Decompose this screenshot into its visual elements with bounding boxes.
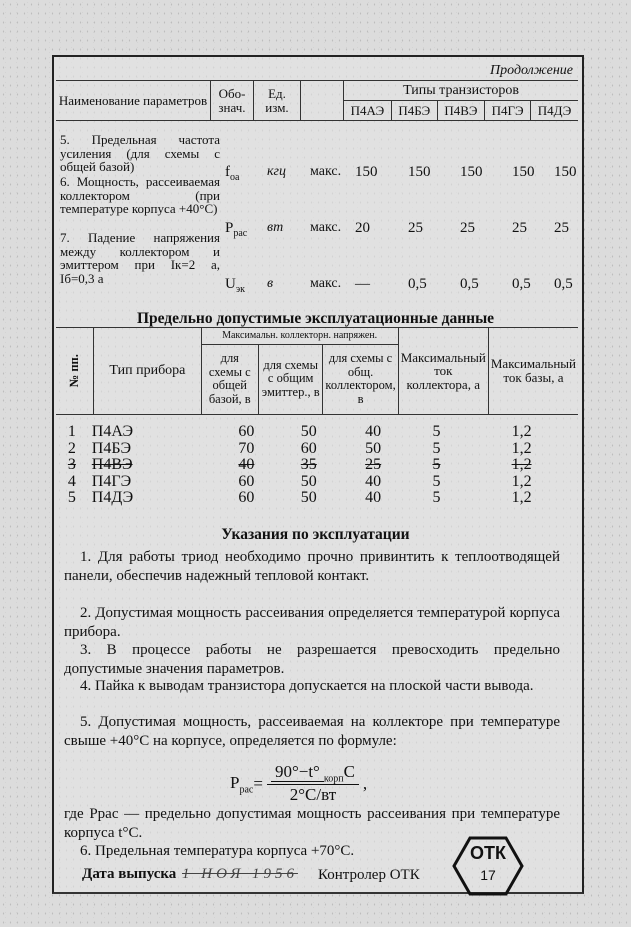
- param-value: 150: [355, 164, 378, 180]
- cell-v-base: 60: [238, 472, 255, 490]
- symbol-main: f: [225, 164, 230, 180]
- param-unit: кгц: [267, 164, 287, 179]
- header-voltage-group: Максимальн. коллекторн. напряжен.: [201, 328, 398, 345]
- limits-table-body: [60, 424, 576, 507]
- cell-v-collector: 40: [365, 472, 382, 490]
- param-limit: макс.: [310, 276, 342, 291]
- cell-ib: 1,2: [511, 456, 532, 473]
- cell-v-base: 70: [238, 439, 255, 457]
- param-name: 6. Мощность, рассеиваемая коллектором (при температуре корпуса +40°С): [60, 174, 220, 216]
- inspector-label: Контролер ОТК: [318, 867, 420, 883]
- release-date-label: Дата выпуска: [82, 866, 177, 882]
- table-row: [60, 490, 576, 507]
- header-symbol: Обо-знач.: [211, 81, 254, 121]
- table-row: [60, 474, 576, 491]
- header-type: П4БЭ: [391, 101, 437, 121]
- instruction-3: 3. В процессе работы не разрешается превосходить предельно допустимые значения параметров.: [64, 642, 560, 677]
- formula-denominator: 2°С/вт: [289, 785, 337, 805]
- param-limit: макс.: [310, 164, 342, 179]
- cell-num: 3: [67, 456, 76, 473]
- continuation-label: Продолжение: [490, 63, 573, 78]
- formula-eq: =: [253, 773, 263, 793]
- param-unit: в: [267, 276, 274, 291]
- header-num: № пп.: [66, 354, 81, 388]
- cell-v-emitter: 50: [300, 472, 317, 490]
- cell-ic: 5: [432, 439, 441, 457]
- cell-num: 2: [67, 439, 76, 457]
- instruction-4: 4. Пайка к выводам транзистора допускается на плоской части вывода.: [80, 678, 534, 694]
- param-value: 0,5: [408, 276, 427, 292]
- cell-v-collector: 50: [365, 439, 382, 457]
- header-type: Тип прибора: [109, 363, 186, 378]
- cell-v-emitter: 50: [300, 423, 317, 440]
- formula-num-sub: корп: [323, 773, 344, 785]
- param-symbol: [225, 276, 245, 295]
- cell-ic: 5: [432, 423, 441, 440]
- limits-title: Предельно допустимые эксплуатационные данные: [136, 310, 495, 327]
- param-value: 0,5: [554, 276, 573, 292]
- cell-type: П4АЭ: [91, 423, 134, 440]
- cell-ib: 1,2: [511, 439, 532, 457]
- header-name: Наименование параметров: [58, 92, 208, 108]
- header-type: П4ДЭ: [531, 101, 578, 121]
- param-value: 150: [460, 164, 483, 180]
- param-symbol: [225, 164, 239, 183]
- header-v-emitter: для схемы с общим эмиттер., в: [258, 344, 322, 414]
- header-ic: Максимальный ток коллектора, а: [398, 328, 488, 415]
- symbol-sub: оа: [230, 172, 240, 183]
- param-name: 5. Предельная частота усиления (для схемы с общей базой): [60, 132, 220, 174]
- table-row: [60, 457, 576, 474]
- header-v-base: для схемы с общей базой, в: [201, 344, 258, 414]
- formula-tail: ,: [362, 773, 368, 793]
- instruction-1: 1. Для работы триод необходимо прочно привинтить к теплоотводящей панели, обеспечив надежный тепловой контакт.: [64, 549, 560, 584]
- param-value: 20: [355, 220, 370, 236]
- cell-ic: 5: [432, 489, 441, 506]
- header-type: П4АЭ: [344, 101, 392, 121]
- param-value: 25: [554, 220, 569, 236]
- symbol-sub: эк: [235, 284, 245, 295]
- cell-v-collector: 40: [365, 423, 382, 440]
- param-value: 25: [408, 220, 423, 236]
- symbol-main: P: [225, 220, 234, 236]
- formula-num-tail: С: [343, 762, 355, 781]
- cell-v-emitter: 35: [300, 456, 317, 473]
- param-value: 150: [554, 164, 577, 180]
- cell-type: П4ВЭ: [91, 456, 133, 473]
- limits-table-header: [56, 327, 578, 415]
- stamp-line1: ОТК: [470, 843, 506, 863]
- cell-v-collector: 40: [365, 489, 382, 506]
- cell-ib: 1,2: [511, 423, 532, 440]
- cell-ib: 1,2: [511, 472, 532, 490]
- param-symbol: [225, 220, 247, 239]
- param-value: —: [355, 276, 370, 292]
- cell-v-emitter: 60: [300, 439, 317, 457]
- param-value: 150: [512, 164, 535, 180]
- header-ib: Максимальный ток базы, а: [488, 328, 578, 415]
- param-name: 7. Падение напряжения между коллектором и эмиттером при Iк=2 а, Iб=0,3 а: [60, 230, 220, 286]
- param-value: 25: [460, 220, 475, 236]
- formula-note: где Pрас — предельно допустимая мощность рассеивания при температуре корпуса t°С.: [64, 806, 560, 841]
- header-unit: Ед. изм.: [254, 81, 301, 121]
- instruction-6: 6. Предельная температура корпуса +70°С.: [80, 843, 355, 859]
- cell-num: 1: [67, 423, 76, 440]
- cell-num: 5: [67, 489, 76, 506]
- cell-type: П4ГЭ: [91, 472, 132, 490]
- cell-ib: 1,2: [511, 489, 532, 506]
- param-value: 0,5: [512, 276, 531, 292]
- cell-type: П4БЭ: [91, 439, 132, 457]
- instructions-title: Указания по эксплуатации: [221, 526, 410, 543]
- instruction-5: 5. Допустимая мощность, рассеиваемая на коллекторе при температуре свыше +40°С на корпусе, определяется по формуле:: [64, 714, 560, 749]
- header-type: П4ВЭ: [437, 101, 484, 121]
- formula-lhs: P: [230, 772, 240, 792]
- param-unit: вт: [267, 220, 284, 235]
- symbol-main: U: [225, 276, 236, 292]
- formula-lhs-sub: рас: [239, 783, 254, 795]
- formula-numerator: 90°−t°: [271, 762, 324, 782]
- param-limit: макс.: [310, 220, 342, 235]
- cell-v-base: 40: [238, 456, 255, 473]
- params-table-header: [56, 80, 578, 121]
- header-type: П4ГЭ: [485, 101, 531, 121]
- param-value: 0,5: [460, 276, 479, 292]
- cell-ic: 5: [432, 456, 441, 473]
- cell-v-base: 60: [238, 489, 255, 506]
- stamp-line2: 17: [480, 867, 496, 883]
- cell-v-emitter: 50: [300, 489, 317, 506]
- table-row: [60, 424, 576, 441]
- instruction-2: 2. Допустимая мощность рассеивания определяется температурой корпуса прибора.: [64, 605, 560, 640]
- cell-num: 4: [67, 472, 76, 490]
- param-value: 150: [408, 164, 431, 180]
- power-formula: [230, 762, 367, 805]
- cell-type: П4ДЭ: [91, 489, 134, 506]
- table-row: [60, 441, 576, 458]
- cell-v-collector: 25: [365, 456, 382, 473]
- cell-v-base: 60: [238, 423, 255, 440]
- release-date-value: 1 НОЯ 1956: [182, 866, 298, 882]
- cell-ic: 5: [432, 472, 441, 490]
- symbol-sub: рас: [233, 228, 248, 239]
- param-value: 25: [512, 220, 527, 236]
- header-types-group: Типы транзисторов: [344, 81, 579, 101]
- header-v-collector: для схемы с общ. коллектором, в: [323, 344, 398, 414]
- otk-stamp: [452, 835, 524, 897]
